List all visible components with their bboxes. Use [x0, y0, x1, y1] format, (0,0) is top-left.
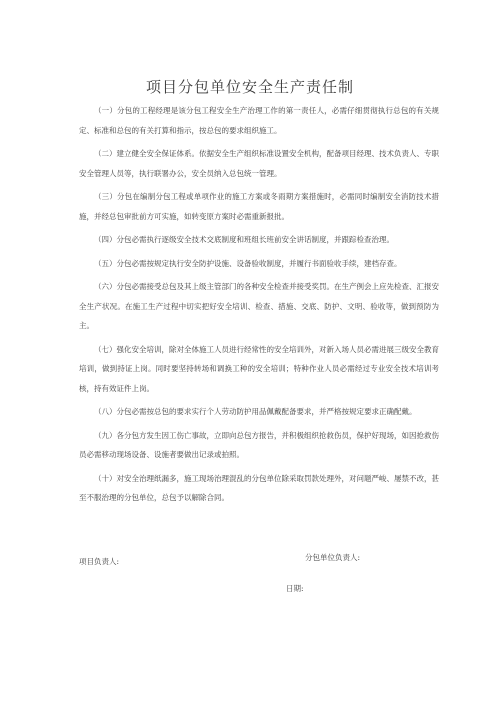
clause-10: （十）对安全治理纸漏多，施工现场治理混乱的分包单位除采取罚款处理外，对问题严峻、屡禁不改，甚至不服治理的分包单位，总包予以解除合同。 [79, 473, 439, 502]
sub-lead-signature-label: 分包单位负责人: [305, 553, 361, 562]
clause-8: （八）分包必需按总包的要求实行个人劳动防护用品佩戴配备要求，并严格按规定要求正确配戴。 [94, 407, 417, 416]
document-body [79, 101, 439, 512]
clause-3: （三）分包在编制分包工程或单项作业的施工方案或冬雨期方案措施时，必需同时编制安全消防技术措施，并经总包审批前方可实施，如转变原方案时必需重新报批。 [79, 192, 439, 221]
clause-7: （七）强化安全培训，除对全体施工人员进行经常性的安全培训外，对新入场人员必需进展三级安全教育培训，做到持证上岗。同时要坚持转场和调换工种的安全培训；特种作业人员必需经过专业安全技术培训考核，持有效证件上岗。 [79, 344, 439, 393]
clause-6: （六）分包必需接受总包及其上级主管部门的各种安全检查并接受奖罚。在生产例会上应先检查、汇报安全生产状况。在施工生产过程中切实把好安全培训、检查、措施、交底、防护、文明、验收等，做到预防为主。 [79, 282, 439, 330]
project-lead-signature-label: 项目负责人: [79, 557, 120, 566]
document-title: 项目分包单位安全生产责任制 [145, 78, 354, 96]
clause-9: （九）各分包方发生因工伤亡事故，立即向总包方报告，并积极组织抢救伤员，保护好现场，如因抢救伤员必需移动现场设备、设施者要做出记录或拍照。 [79, 430, 439, 459]
clause-2: （二）建立健全安全保证体系。依据安全生产组织标准设置安全机构，配备项目经理、技术负责人、专职安全管理人员等，执行联署办公，安全员纳入总包统一管理。 [79, 149, 439, 178]
clause-5: （五）分包必需按规定执行安全防护设施、设备验收制度，并履行书面验收手续，建档存查。 [94, 258, 402, 268]
clause-4: （四）分包必需执行逐级安全技术交底制度和班组长班前安全讲话制度，并跟踪检查治理。 [94, 235, 394, 244]
date-label: 日期: [286, 584, 304, 593]
clause-1: （一）分包的工程经理是该分包工程安全生产治理工作的第一责任人，必需仔细贯彻执行总包的有关规定、标准和总包的有关打算和指示，按总包的要求组织施工。 [79, 106, 439, 135]
